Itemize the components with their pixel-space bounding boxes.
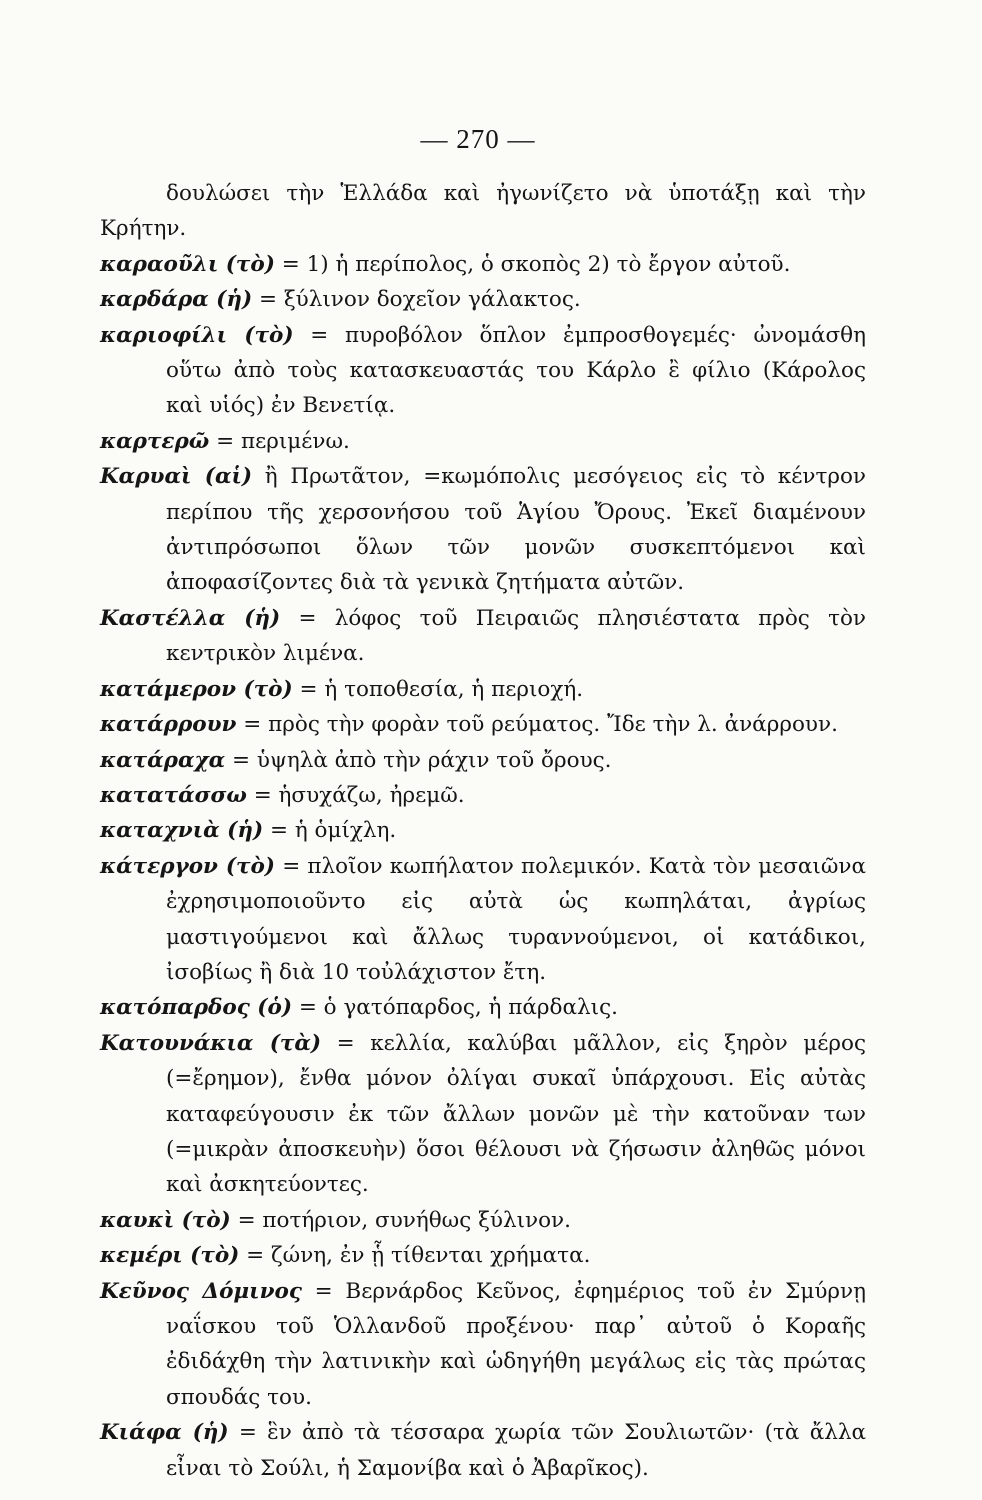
glossary-entry bbox=[100, 1026, 866, 1203]
entry-definition: = ἡσυχάζω, ἠρεμῶ. bbox=[246, 782, 465, 808]
glossary-entry bbox=[100, 813, 866, 848]
entry-definition: = ἓν ἀπὸ τὰ τέσσαρα χωρία τῶν Σουλιωτῶν· (τὰ ἄλλα εἶναι τὸ Σούλι, ἡ Σαμονίβα καὶ ὁ Ἀβαρῖκος). bbox=[166, 1420, 866, 1481]
glossary-entry bbox=[100, 459, 866, 601]
entry-definition: = κελλία, καλύβαι μᾶλλον, εἰς ξηρὸν μέρος (=ἔρημον), ἔνθα μόνον ὀλίγαι συκαῖ ὑπάρχουσι. Εἰς αὐτὰς καταφεύγουσιν ἐκ τῶν ἄλλων μονῶν μὲ τὴν κατοῦναν των (=μικρὰν ἀποσκευὴν) ὅσοι θέλουσι νὰ ζήσωσιν ἀληθῶς μόνοι καὶ ἀσκητεύοντες. bbox=[166, 1030, 866, 1198]
entry-headword: κάτεργον (τὸ) bbox=[100, 853, 275, 879]
entry-headword: καρτερῶ bbox=[100, 428, 210, 454]
entry-headword: κεμέρι (τὸ) bbox=[100, 1243, 240, 1269]
entry-definition: = πρὸς τὴν φορὰν τοῦ ρεύματος. Ἴδε τὴν λ. ἀνάρρουν. bbox=[236, 712, 838, 738]
glossary-entry bbox=[100, 990, 866, 1025]
glossary-entry bbox=[100, 1238, 866, 1273]
glossary-entry bbox=[100, 247, 866, 282]
glossary-text bbox=[100, 176, 866, 1486]
entry-headword: Καστέλλα (ἡ) bbox=[100, 605, 281, 631]
entry-definition: = ὑψηλὰ ἀπὸ τὴν ράχιν τοῦ ὄρους. bbox=[225, 747, 612, 773]
entry-definition: = ἡ τοποθεσία, ἡ περιοχή. bbox=[292, 676, 584, 702]
entry-headword: κατατάσσω bbox=[100, 782, 247, 808]
glossary-entry bbox=[100, 778, 866, 813]
entry-headword: Κιάφα (ἡ) bbox=[100, 1420, 229, 1446]
entry-headword: καραοῦλι (τὸ) bbox=[100, 251, 275, 277]
entry-definition: = ποτήριον, συνήθως ξύλινον. bbox=[230, 1207, 571, 1233]
entry-headword: κατάραχα bbox=[100, 747, 226, 773]
entry-definition: = ἡ ὁμίχλη. bbox=[263, 818, 397, 844]
glossary-entry bbox=[100, 282, 866, 317]
glossary-entry bbox=[100, 672, 866, 707]
entry-definition: ἢ Πρωτᾶτον, =κωμόπολις μεσόγειος εἰς τὸ κέντρον περίπου τῆς χερσονήσου τοῦ Ἁγίου Ὄρους. Ἐκεῖ διαμένουν ἀντιπρόσωποι ὅλων τῶν μονῶν συσκεπτόμενοι καὶ ἀποφασίζοντες διὰ τὰ γενικὰ ζητήματα αὐτῶν. bbox=[166, 464, 866, 596]
entry-headword: καυκὶ (τὸ) bbox=[100, 1207, 231, 1233]
entry-definition: = Βερνάρδος Κεῦνος, ἐφημέριος τοῦ ἐν Σμύρνῃ ναΐσκου τοῦ Ὁλλανδοῦ προξένου· παρ᾽ αὐτοῦ ὁ Κοραῆς ἐδιδάχθη τὴν λατινικὴν καὶ ὡδηγήθη μεγάλως εἰς τὰς πρώτας σπουδάς του. bbox=[166, 1278, 866, 1410]
entry-headword: καταχνιὰ (ἡ) bbox=[100, 818, 264, 844]
glossary-entry bbox=[100, 849, 866, 991]
entry-definition: = περιμένω. bbox=[209, 428, 350, 454]
entry-headword: Καρυαὶ (αἱ) bbox=[100, 464, 253, 490]
glossary-entry bbox=[100, 743, 866, 778]
entry-headword: Κατουνάκια (τὰ) bbox=[100, 1030, 322, 1056]
glossary-entry bbox=[100, 424, 866, 459]
glossary-entry bbox=[100, 707, 866, 742]
entry-definition: = πυροβόλον ὅπλον ἐμπροσθογεμές· ὠνομάσθη οὕτω ἀπὸ τοὺς κατασκευαστάς του Κάρλο ἒ φίλιο (Κάρολος καὶ υἱός) ἐν Βενετίᾳ. bbox=[166, 322, 866, 419]
entry-headword: κατάμερον (τὸ) bbox=[100, 676, 293, 702]
entry-headword: καριοφίλι (τὸ) bbox=[100, 322, 294, 348]
entry-definition: = πλοῖον κωπήλατον πολεμικόν. Κατὰ τὸν μεσαιῶνα ἐχρησιμοποιοῦντο εἰς αὐτὰ ὡς κωπηλάται, ἀγρίως μαστιγούμενοι καὶ ἄλλως τυραννούμενοι, οἱ κατάδικοι, ἰσοβίως ἢ διὰ 10 τοὐλάχιστον ἔτη. bbox=[166, 853, 866, 985]
entry-definition: = ὁ γατόπαρδος, ἡ πάρδαλις. bbox=[292, 995, 618, 1021]
entry-definition: = λόφος τοῦ Πειραιῶς πλησιέστατα πρὸς τὸν κεντρικὸν λιμένα. bbox=[166, 605, 867, 667]
glossary-entry bbox=[100, 601, 866, 672]
glossary-entry bbox=[100, 318, 866, 424]
entry-definition: = ξύλινον δοχεῖον γάλακτος. bbox=[252, 287, 581, 313]
entry-headword: Κεῦνος Δόμινος bbox=[100, 1278, 302, 1304]
entry-headword: κατόπαρδος (ὁ) bbox=[100, 995, 292, 1021]
glossary-entry bbox=[100, 1274, 866, 1416]
entry-headword: κατάρρουν bbox=[100, 712, 237, 738]
entry-headword: καρδάρα (ἡ) bbox=[100, 287, 253, 313]
entry-definition: = 1) ἡ περίπολος, ὁ σκοπὸς 2) τὸ ἔργον αὐτοῦ. bbox=[274, 251, 791, 277]
glossary-entry bbox=[100, 1203, 866, 1238]
page-number: — 270 — bbox=[420, 124, 536, 154]
glossary-entry bbox=[100, 1415, 866, 1486]
continuation-paragraph: δουλώσει τὴν Ἑλλάδα καὶ ἠγωνίζετο νὰ ὑποτάξῃ καὶ τὴν Κρήτην. bbox=[100, 181, 866, 242]
entry-definition: = ζώνη, ἐν ᾗ τίθενται χρήματα. bbox=[239, 1243, 591, 1269]
